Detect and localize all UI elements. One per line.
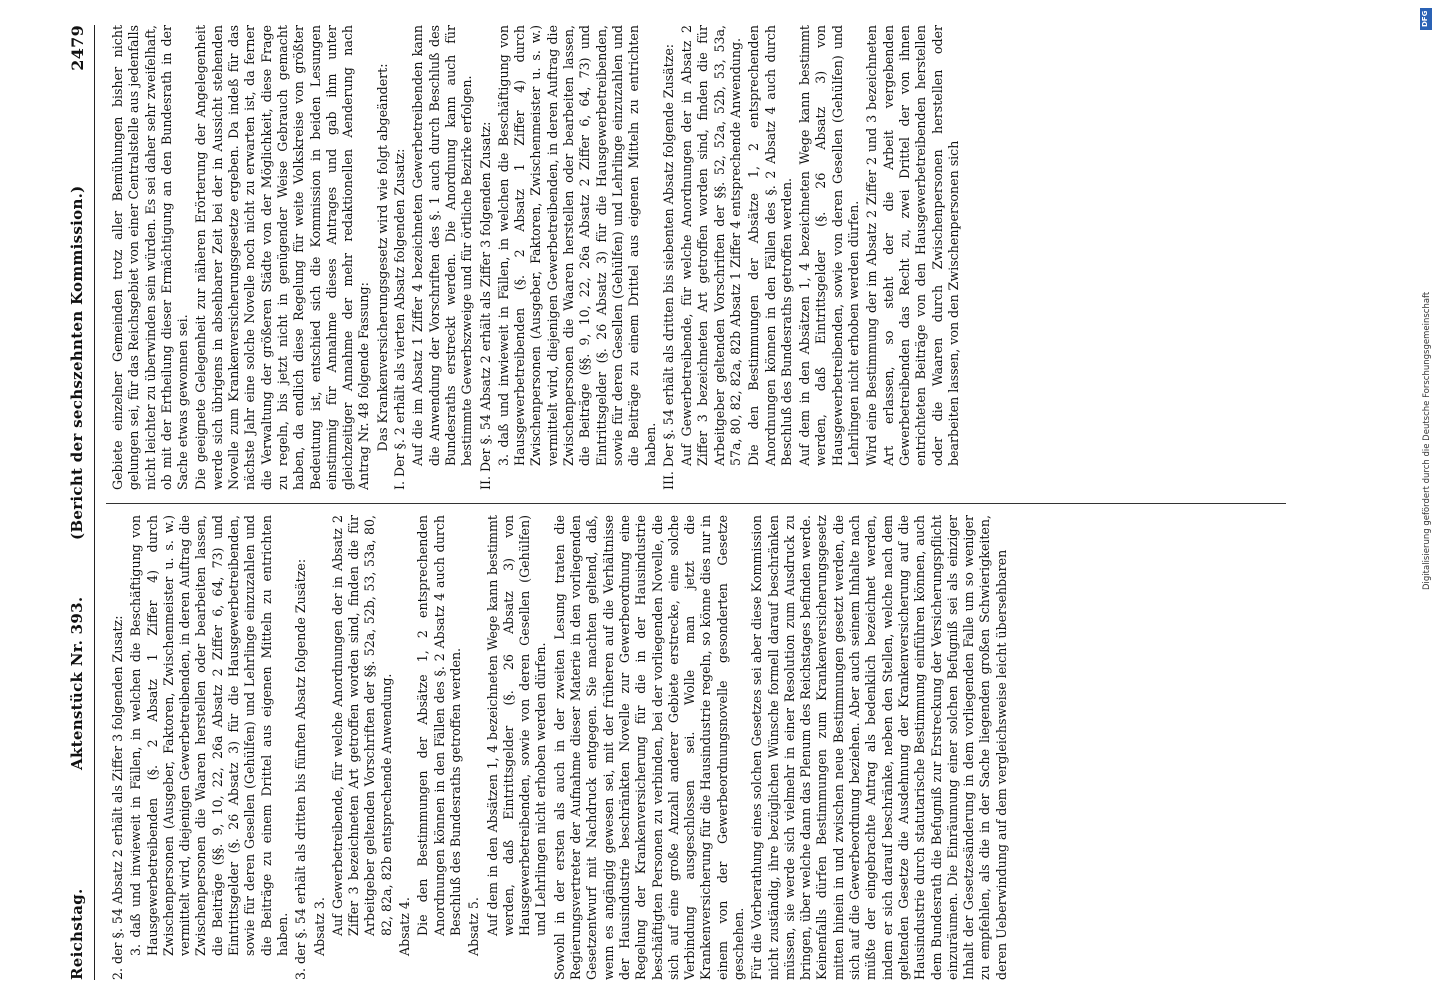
paragraph: Sowohl in der ersten als auch in der zweiten Lesung traten die Regierungsvertreter der Aufnahme dieser Materie in den vorliegenden Gesetzentwurf mit Nachdruck entgegen. Sie machten geltend, daß, wenn es angängig gewesen sei, mit der früheren auf die Verhältnisse der Hausindustrie beschränkten Novelle zur Gewerbeordnung eine Regelung der Krankenversicherung für die in der Hausindustrie beschäftigten Personen zu verbinden, bei der vorliegenden Novelle, die sich auf eine große Anzahl anderer Gebiete erstrecke, eine solche Verbindung ausgeschlossen sei. Wolle man jetzt die Krankenversicherung für die Hausindustrie regeln, so könne dies nur in einem von der Gewerbeordnungsnovelle gesonderten Gesetze geschehen.	[551, 515, 746, 980]
paragraph: Die den Bestimmungen der Absätze 1, 2 entsprechenden Anordnungen können in den Fällen des §. 2 Absatz 4 auch durch Beschluß des Bundesraths getroffen werden.	[415, 515, 463, 936]
dfg-label: DFG	[1421, 10, 1429, 27]
paragraph: III. Der §. 54 erhält als dritten bis siebenten Absatz folgende Zusätze:	[660, 43, 676, 490]
paragraph: Die den Bestimmungen der Absätze 1, 2 entsprechenden Anordnungen können in den Fällen des §. 2 Absatz 4 auch durch Beschluß des Bundesraths getroffen werden.	[746, 25, 794, 466]
right-column	[110, 25, 1290, 490]
header-center: Aktenstück Nr. 393.	[68, 596, 86, 770]
paragraph: Auf Gewerbetreibende, für welche Anordnungen der in Absatz 2 Ziffer 3 bezeichneten Art getroffen worden sind, finden die für Arbeitgeber geltenden Vorschriften der §§. 52a, 52b, 53, 53a, 80, 82, 82a, 82b entsprechende Anwendung.	[329, 515, 394, 936]
paragraph: Auf Gewerbetreibende, für welche Anordnungen der in Absatz 2 Ziffer 3 bezeichneten Art getroffen worden sind, finden die für Arbeitgeber geltenden Vorschriften der §§. 52, 52a, 52b, 53, 53a, 57a, 80, 82, 82a, 82b Absatz 1 Ziffer 4 entsprechende Anwendung.	[679, 25, 743, 466]
page-header	[64, 25, 95, 980]
left-column	[110, 515, 1290, 980]
paragraph: Wird eine Bestimmung der im Absatz 2 Ziffer 2 und 3 bezeichneten Art erlassen, so steht der die Arbeit vergebenden Gewerbetreibenden das Recht zu, zwei Drittel der von ihnen entrichteten Beiträge von den Hausgewerbetreibenden herstellen oder die Waaren durch Zwischenpersonen herstellen oder bearbeiten lassen, von den Zwischenpersonen sich	[864, 25, 961, 466]
paragraph: I. Der §. 2 erhält als vierten Absatz folgenden Zusatz:	[392, 148, 408, 490]
paragraph: Für die Vorberathung eines solchen Gesetzes sei aber diese Kommission nicht zuständig, ihre bezüglichen Wünsche formell darauf beschränken müssen, sie werde sich vielmehr in einer Resolution zum Ausdruck zu bringen, über welche dann das Plenum des Reichstages befinden werde. Keinenfalls dürfen Bestimmungen zum Krankenversicherungsgesetz mitten hinein in und zwischen neue Bestimmungen gesetzt werden, die sich auf die Gewerbeordnung beziehen. Aber auch seinem Inhalte nach müßte der eingebrachte Antrag als bedenklich bezeichnet werden, indem er sich darauf beschränke, neben den Stellen, welche nach dem geltenden Gesetze die Ausdehnung der Krankenversicherung auf die Hausindustrie durch statutarische Bestimmung einführen können, auch dem Bundesrath die Befugniß zur Erstreckung der Versicherungspflicht einzuräumen. Die Einräumung einer solchen Befugniß sei als einziger Inhalt der Gesetzesänderung in dem vorliegenden Falle um so weniger zu empfehlen, als die in der Sache liegenden großen Schwierigkeiten, deren Ueberwindung auf dem vergleichsweise leicht übersehbaren	[749, 515, 1009, 980]
paragraph: Das Krankenversicherungsgesetz wird wie folgt abgeändert:	[374, 63, 390, 452]
paragraph: 2. der §. 54 Absatz 2 erhält als Ziffer 3 folgenden Zusatz:	[110, 615, 125, 980]
dfg-logo	[1420, 8, 1432, 30]
paragraph: Absatz 5.	[466, 897, 482, 956]
paragraph: 3. daß und inwieweit in Fällen, in welchen die Beschäftigung von Hausgewerbetreibenden (§. 2 Absatz 1 Ziffer 4) durch Zwischenpersonen (Ausgeber, Faktoren, Zwischenmeister u. s. w.) vermittelt wird, diejenigen Gewerbetreibenden, in deren Auftrag die Zwischenpersonen die Waaren herstellen oder bearbeiten lassen, die Beiträge (§§. 9, 10, 22, 26a Absatz 2 Ziffer 6, 64, 73) und Eintrittsgelder (§. 26 Absatz 3) für die Hausgewerbetreibenden, sowie für deren Gesellen (Gehülfen) und Lehrlinge einzuzahlen und die Beiträge zu einem Drittel aus eigenen Mitteln zu entrichten haben.	[495, 25, 658, 466]
paragraph: Die geeignete Gelegenheit zur näheren Erörterung der Angelegenheit werde sich übrigens in absehbarer Zeit bei der in Aussicht stehenden Novelle zum Krankenversicherungsgesetze ergeben. Da indeß für das nächste Jahr eine solche Novelle noch nicht zu erwarten ist, da ferner die Verwaltung der größeren Städte von der Möglichkeit, diese Frage zu regeln, bis jetzt nicht in genügender Weise Gebrauch gemacht haben, da endlich diese Regelung für weite Volkskreise von größter Bedeutung ist, entschied sich die Kommission in beiden Lesungen einstimmig für Annahme dieses Antrages und gab ihm unter gleichzeitiger Annahme der mehr redaktionellen Aenderung nach Antrag Nr. 48 folgende Fassung:	[193, 25, 372, 490]
paragraph: II. Der §. 54 Absatz 2 erhält als Ziffer 3 folgenden Zusatz:	[477, 121, 493, 490]
page-number: 2479	[68, 25, 87, 71]
paragraph: Absatz 3.	[311, 897, 327, 956]
paragraph: Auf dem in den Absätzen 1, 4 bezeichneten Wege kann bestimmt werden, daß Eintrittsgelder (§. 26 Absatz 3) von Hausgewerbetreibenden, sowie von deren Gesellen (Gehülfen) und Lehrlingen nicht erhoben werden dürfen.	[484, 515, 549, 936]
header-right: (Bericht der sechszehnten Kommission.)	[68, 185, 86, 540]
paragraph: 3. daß und inwieweit in Fällen, in welchen die Beschäftigung von Hausgewerbetreibenden (§. 2 Absatz 1 Ziffer 4) durch Zwischenpersonen (Ausgeber, Faktoren, Zwischenmeister u. s. w.) vermittelt wird, diejenigen Gewerbetreibenden, in deren Auftrag die Zwischenpersonen die Waaren herstellen oder bearbeiten lassen, die Beiträge (§§. 9, 10, 22, 26a Absatz 2 Ziffer 6, 64, 73) und Eintrittsgelder (§. 26 Absatz 3) für die Hausgewerbetreibenden, sowie für deren Gesellen (Gehülfen) und Lehrlinge einzuzahlen und die Beiträge zu einem Drittel aus eigenen Mitteln zu entrichten haben.	[128, 515, 290, 956]
paragraph: Absatz 4.	[397, 897, 413, 956]
paragraph: Auf dem in den Absätzen 1, 4 bezeichneten Wege kann bestimmt werden, daß Eintrittsgelder (§. 26 Absatz 3) von Hausgewerbetreibenden, sowie von deren Gesellen (Gehülfen) und Lehrlingen nicht erhoben werden dürfen.	[797, 25, 862, 466]
paragraph: 3. der §. 54 erhält als dritten bis fünften Absatz folgende Zusätze:	[293, 558, 309, 980]
paragraph: Auf die im Absatz 1 Ziffer 4 bezeichneten Gewerbetreibenden kann die Anwendung der Vorschriften des §. 1 auch durch Beschluß des Bundesraths erstreckt werden. Die Anordnung kann auch für bestimmte Gewerbszweige und für örtliche Bezirke erfolgen.	[410, 25, 475, 466]
column-divider	[106, 503, 1286, 504]
header-left: Reichstag.	[68, 888, 86, 980]
digitization-credit: Digitalisierung gefördert durch die Deutsche Forschungsgemeinschaft	[1422, 291, 1432, 590]
paragraph: Gebiete einzelner Gemeinden trotz aller Bemühungen bisher nicht gelungen sei, für das Reichsgebiet von einer Centralstelle aus jedenfalls nicht leichter zu überwinden sein würden. Es sei daher sehr zweifelhaft, ob mit der Ertheilung dieser Ermächtigung an den Bundesrath in der Sache etwas gewonnen sei.	[110, 25, 191, 490]
